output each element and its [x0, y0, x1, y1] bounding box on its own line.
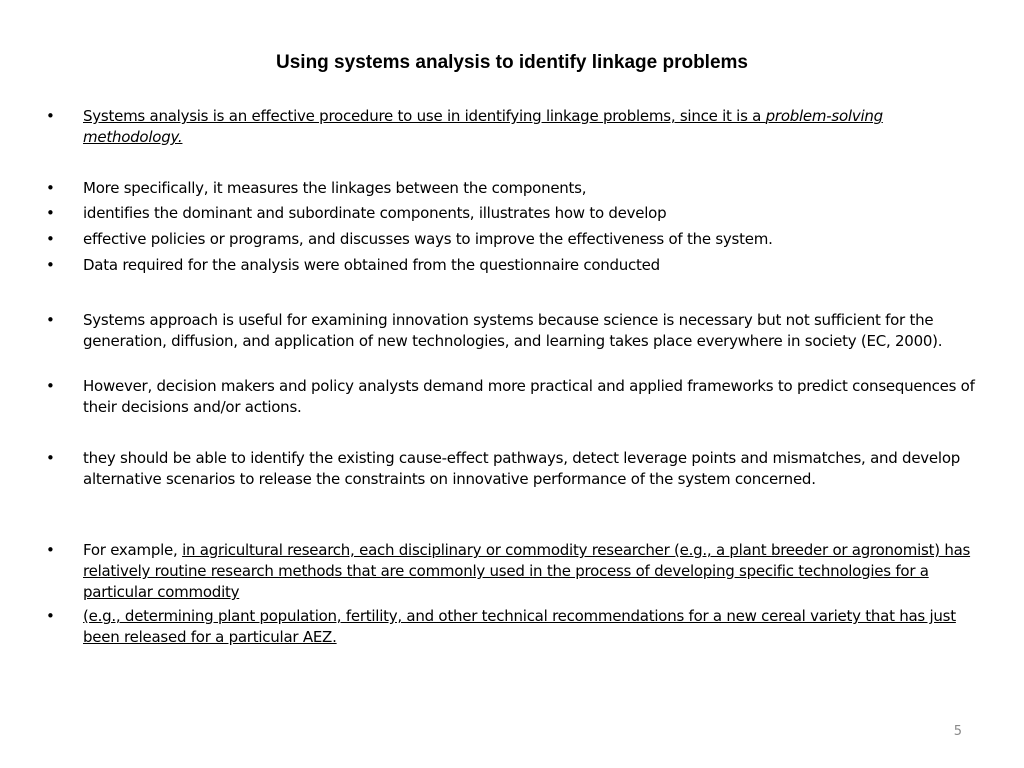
- bullet-marker: •: [46, 377, 55, 395]
- bullet-marker: •: [46, 107, 55, 125]
- bullet-marker: •: [46, 311, 55, 329]
- bullet-underlined-text: in agricultural research, each disciplinary or commodity researcher (e.g., a plant breeder or agronomist) has relatively routine research methods that are commonly used in the process of developing specific technologies for a particular commodity: [83, 541, 971, 601]
- bullet-item: [46, 203, 976, 224]
- bullet-item: [46, 229, 976, 250]
- bullet-prefix-text: For example,: [83, 541, 183, 559]
- bullet-marker: •: [46, 607, 55, 625]
- bullet-marker: •: [46, 230, 55, 248]
- bullet-item: [46, 448, 976, 490]
- bullet-marker: •: [46, 541, 55, 559]
- bullet-text: effective policies or programs, and discusses ways to improve the effectiveness of the system.: [83, 230, 773, 248]
- bullet-text: More specifically, it measures the linkages between the components,: [83, 179, 587, 197]
- bullet-marker: •: [46, 256, 55, 274]
- bullet-main-text: Systems analysis is an effective procedure to use in identifying linkage problems, since it is a: [83, 107, 766, 125]
- bullet-text: [83, 540, 976, 603]
- bullet-marker: •: [46, 179, 55, 197]
- bullet-marker: •: [46, 449, 55, 467]
- bullet-text: Data required for the analysis were obtained from the questionnaire conducted: [83, 256, 660, 274]
- bullet-item: [46, 178, 976, 199]
- bullet-italic-text: problem-solving methodology.: [83, 107, 883, 146]
- bullet-text: identifies the dominant and subordinate components, illustrates how to develop: [83, 204, 667, 222]
- slide-title: Using systems analysis to identify linkage problems: [276, 52, 748, 73]
- page-number: 5: [953, 724, 962, 739]
- bullet-marker: •: [46, 204, 55, 222]
- bullet-item: [46, 376, 976, 418]
- bullet-item: [46, 310, 976, 352]
- bullet-item: [46, 540, 976, 603]
- bullet-item: [46, 255, 976, 276]
- bullet-text: However, decision makers and policy analysts demand more practical and applied frameworks to predict consequences of their decisions and/or actions.: [83, 377, 975, 416]
- bullet-text: [83, 106, 976, 148]
- bullet-item: [46, 106, 976, 148]
- bullet-text: they should be able to identify the existing cause-effect pathways, detect leverage points and mismatches, and develop alternative scenarios to release the constraints on innovative performance of the system concerned.: [83, 449, 961, 488]
- bullet-text: (e.g., determining plant population, fertility, and other technical recommendations for a new cereal variety that has just been released for a particular AEZ.: [83, 607, 956, 646]
- bullet-item: [46, 606, 976, 648]
- bullet-text: Systems approach is useful for examining innovation systems because science is necessary but not sufficient for the generation, diffusion, and application of new technologies, and learning takes place everywhere in society (EC, 2000).: [83, 311, 943, 350]
